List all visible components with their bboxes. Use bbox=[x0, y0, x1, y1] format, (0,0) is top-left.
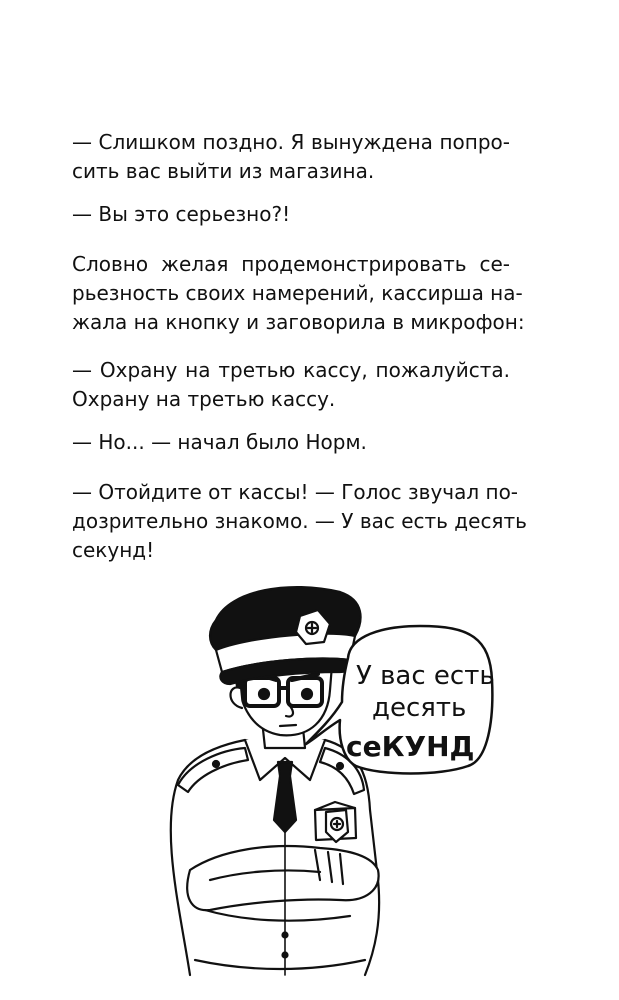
paragraph-line: — Охрану на третью кассу, пожалуйста. bbox=[72, 358, 510, 382]
paragraph-3 bbox=[72, 250, 525, 337]
paragraph-line: — Отойдите от кассы! — Голос звучал по- bbox=[72, 480, 519, 504]
paragraph-line: Словно желая продемонстрировать се- bbox=[72, 252, 510, 276]
speech-bubble-line-2: десять bbox=[372, 693, 467, 723]
security-guard-illustration bbox=[150, 580, 550, 990]
paragraph-line: секунд! bbox=[72, 538, 155, 562]
paragraph-line: — Слишком поздно. Я вынуждена попро- bbox=[72, 130, 510, 154]
paragraph-2 bbox=[72, 200, 510, 229]
paragraph-1 bbox=[72, 128, 510, 186]
paragraph-6 bbox=[72, 478, 527, 565]
speech-bubble-line-1: У вас есть bbox=[356, 661, 495, 691]
paragraph-line: Охрану на третью кассу. bbox=[72, 387, 336, 411]
paragraph-line: дозрительно знакомо. — У вас есть десять bbox=[72, 509, 527, 533]
paragraph-5 bbox=[72, 428, 510, 457]
paragraph-line: жала на кнопку и заговорила в микрофон: bbox=[72, 310, 525, 334]
paragraph-line: сить вас выйти из магазина. bbox=[72, 159, 375, 183]
guard-cap bbox=[210, 587, 361, 684]
paragraph-line: — Вы это серьезно?! bbox=[72, 202, 291, 226]
paragraph-4 bbox=[72, 356, 510, 414]
speech-bubble-line-3: сеКУНД bbox=[346, 730, 475, 763]
paragraph-line: — Но... — начал было Норм. bbox=[72, 430, 367, 454]
paragraph-line: рьезность своих намерений, кассирша на- bbox=[72, 281, 523, 305]
guard-torso bbox=[171, 740, 379, 975]
